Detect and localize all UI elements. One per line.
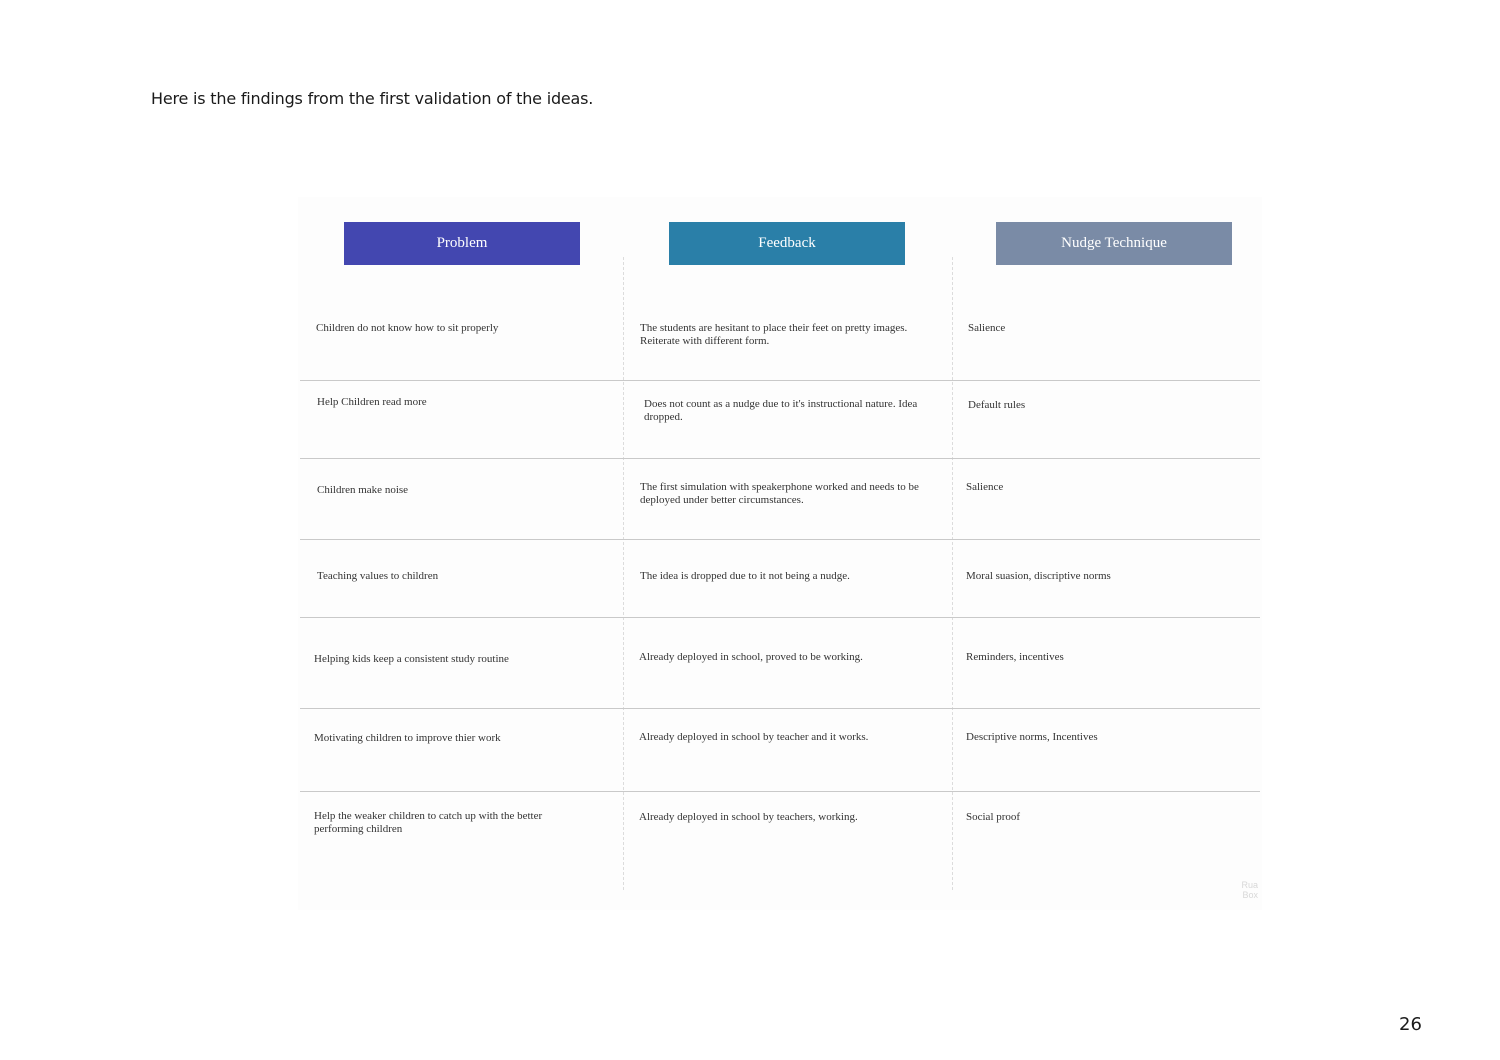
feedback-cell: Already deployed in school, proved to be working. [639,651,863,663]
problem-cell: Help the weaker children to catch up with the better performing children [314,810,543,835]
feedback-cell: Already deployed in school by teacher and it works. [639,731,869,743]
watermark: Rua Box [1241,880,1258,900]
page-number: 26 [1399,1014,1422,1035]
problem-cell: Children make noise [317,484,409,496]
header-problem: Problem [344,222,580,265]
row-separator [300,380,1260,381]
technique-cell: Default rules [968,399,1026,411]
feedback-cell: Already deployed in school by teachers, working. [639,811,858,823]
technique-cell: Moral suasion, discriptive norms [966,570,1111,582]
technique-cell: Salience [968,322,1006,334]
problem-cell: Children do not know how to sit properly [316,322,499,334]
technique-cell: Salience [966,481,1004,493]
header-feedback: Feedback [669,222,905,265]
technique-cell: Social proof [966,811,1021,823]
feedback-cell: Does not count as a nudge due to it's instructional nature. Idea dropped. [644,398,918,423]
technique-cell: Descriptive norms, Incentives [966,731,1098,743]
problem-cell: Motivating children to improve thier work [314,732,501,744]
problem-cell: Help Children read more [317,396,427,408]
row-separator [300,617,1260,618]
feedback-cell: The students are hesitant to place their feet on pretty images. Reiterate with different form. [640,322,908,347]
row-separator [300,458,1260,459]
row-separator [300,539,1260,540]
header-nudge-technique: Nudge Technique [996,222,1232,265]
problem-cell: Helping kids keep a consistent study routine [314,653,509,665]
row-separator [300,791,1260,792]
findings-board [298,197,1262,910]
column-divider [952,257,953,890]
feedback-cell: The idea is dropped due to it not being a nudge. [640,570,850,582]
problem-cell: Teaching values to children [317,570,439,582]
column-divider [623,257,624,890]
row-separator [300,708,1260,709]
intro-text: Here is the findings from the first validation of the ideas. [151,89,594,108]
technique-cell: Reminders, incentives [966,651,1064,663]
feedback-cell: The first simulation with speakerphone worked and needs to be deployed under better circumstances. [640,481,919,506]
